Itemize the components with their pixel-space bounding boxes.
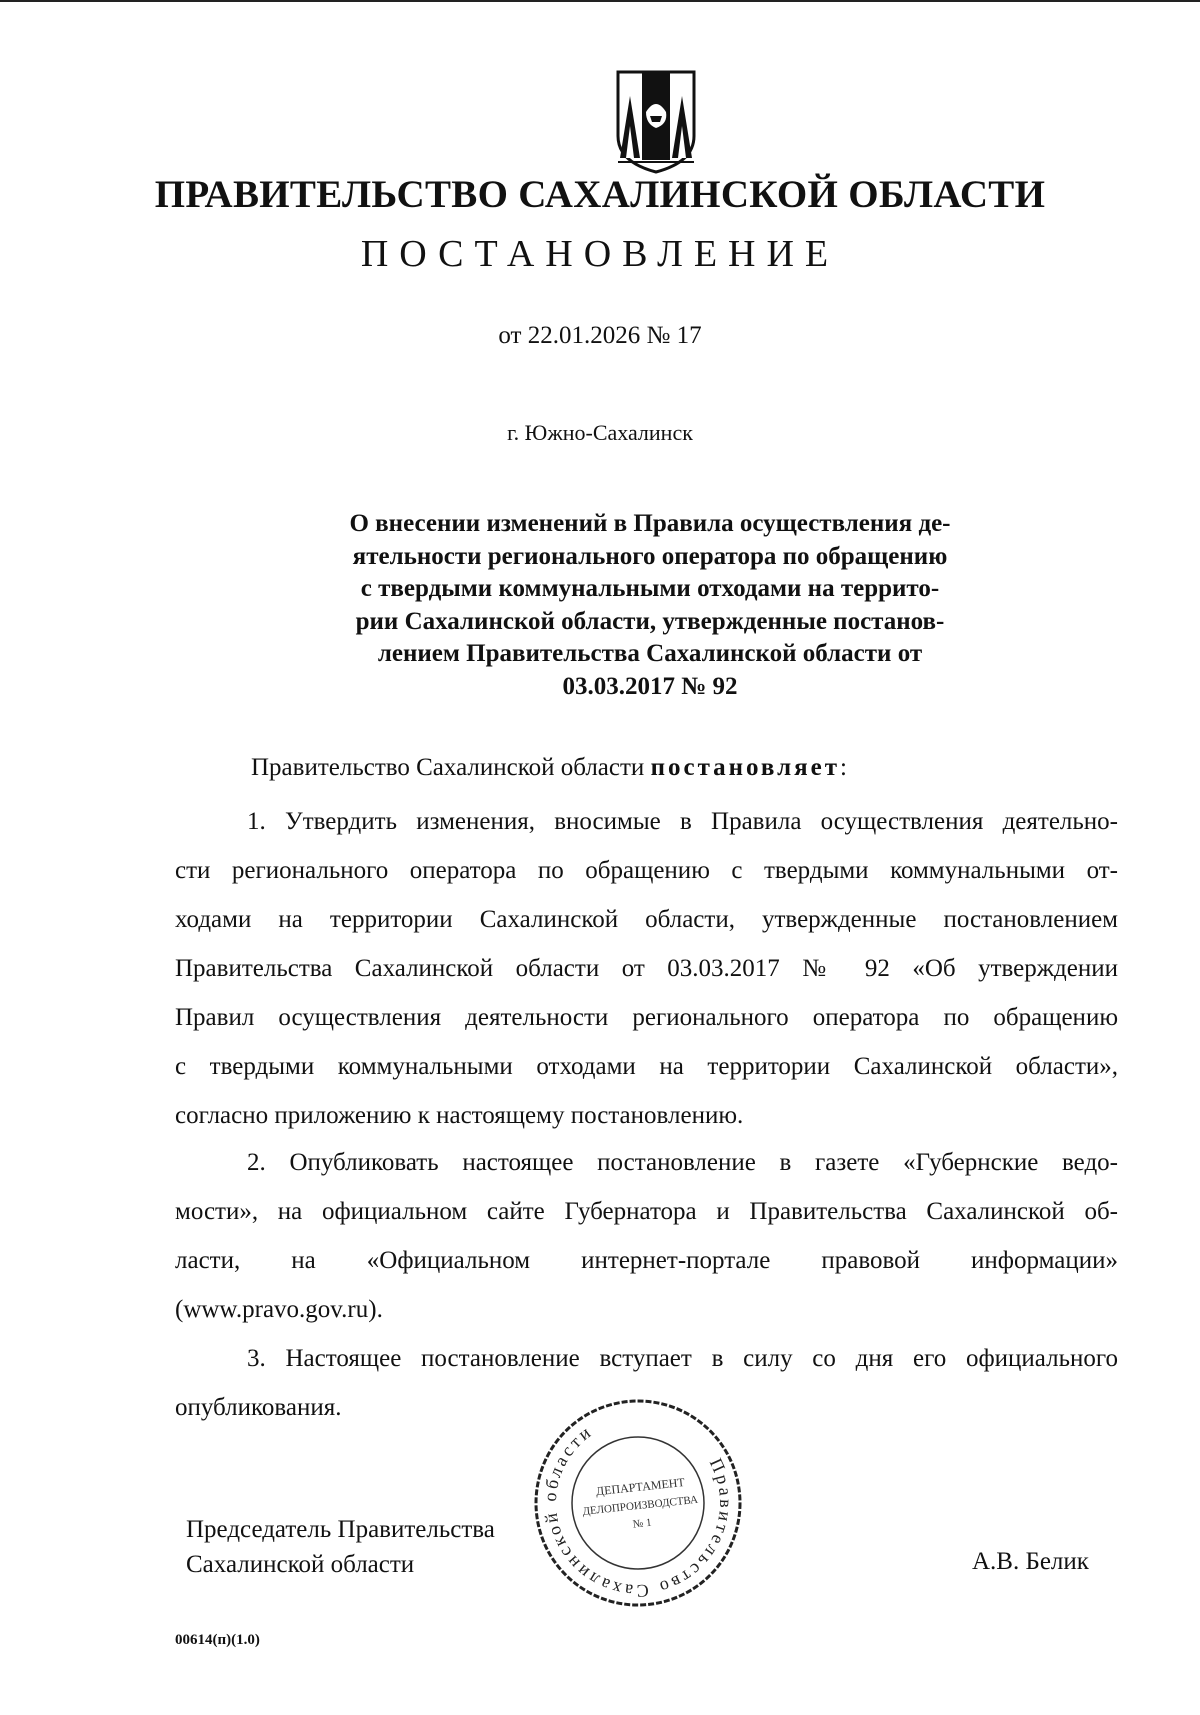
document-city: г. Южно-Сахалинск bbox=[507, 420, 693, 445]
heading-line: ятельности регионального оператора по обращению bbox=[352, 542, 948, 570]
round-seal-stamp-icon bbox=[530, 1395, 746, 1611]
paragraph-line: мости», на официальном сайте Губернатора и Правительства Сахалинской об- bbox=[175, 1198, 1118, 1225]
signer-title-line: Председатель Правительства bbox=[186, 1516, 495, 1543]
heading-line: лением Правительства Сахалинской области от bbox=[377, 640, 923, 667]
preamble bbox=[251, 754, 847, 782]
preamble-colon: : bbox=[840, 754, 847, 781]
form-code: 00614(п)(1.0) bbox=[175, 1632, 260, 1648]
document-date-number: от 22.01.2026 № 17 bbox=[498, 322, 702, 349]
heading-line: рии Сахалинской области, утвержденные постанов- bbox=[355, 607, 945, 635]
paragraph-2 bbox=[175, 1138, 1118, 1334]
heading-line: О внесении изменений в Правила осуществления де- bbox=[349, 510, 951, 537]
paragraph-line: Правительства Сахалинской области от 03.03.2017 № 92 «Об утверждении bbox=[175, 955, 1118, 982]
signer-title-line: Сахалинской области bbox=[186, 1551, 415, 1578]
signer-name: А.В. Белик bbox=[972, 1548, 1089, 1575]
paragraph-line: 2. Опубликовать настоящее постановление в газете «Губернские ведо- bbox=[247, 1149, 1118, 1176]
paragraph-line: ласти, на «Официальном интернет-портале правовой информации» bbox=[175, 1247, 1118, 1274]
heading-line: 03.03.2017 № 92 bbox=[562, 672, 738, 700]
paragraph-line: (www.pravo.gov.ru). bbox=[175, 1296, 383, 1323]
paragraph-line: 1. Утвердить изменения, вносимые в Правила осуществления деятельно- bbox=[247, 808, 1118, 835]
heading-line: с твердыми коммунальными отходами на террито- bbox=[360, 575, 940, 602]
preamble-keyword: постановляет bbox=[650, 754, 841, 781]
paragraph-line: ходами на территории Сахалинской области, утвержденные постановлением bbox=[175, 906, 1118, 933]
coat-of-arms-icon bbox=[606, 66, 706, 176]
scan-top-edge bbox=[0, 0, 1200, 2]
paragraph-line: сти регионального оператора по обращению с твердыми коммунальными от- bbox=[175, 857, 1118, 884]
document-heading bbox=[300, 508, 1000, 703]
paragraph-line: опубликования. bbox=[175, 1394, 342, 1421]
paragraph-line: согласно приложению к настоящему постановлению. bbox=[175, 1102, 744, 1129]
stamp-inner-line: ДЕПАРТАМЕНТ bbox=[595, 1475, 686, 1499]
paragraph-line: с твердыми коммунальными отходами на территории Сахалинской области», bbox=[175, 1053, 1118, 1080]
stamp-ring-text: Правительство Сахалинской области bbox=[539, 1420, 737, 1602]
paragraph-1 bbox=[175, 797, 1118, 1140]
stamp-inner-line: № 1 bbox=[632, 1516, 653, 1531]
paragraph-line: 3. Настоящее постановление вступает в силу со дня его официального bbox=[247, 1345, 1118, 1372]
signer-title bbox=[186, 1512, 495, 1582]
paragraph-line: Правил осуществления деятельности регионального оператора по обращению bbox=[175, 1004, 1118, 1031]
stamp-inner-line: ДЕЛОПРОИЗВОДСТВА bbox=[582, 1493, 699, 1518]
document-type: ПОСТАНОВЛЕНИЕ bbox=[360, 233, 840, 275]
preamble-text: Правительство Сахалинской области bbox=[251, 754, 645, 781]
government-title: ПРАВИТЕЛЬСТВО САХАЛИНСКОЙ ОБЛАСТИ bbox=[154, 173, 1046, 216]
